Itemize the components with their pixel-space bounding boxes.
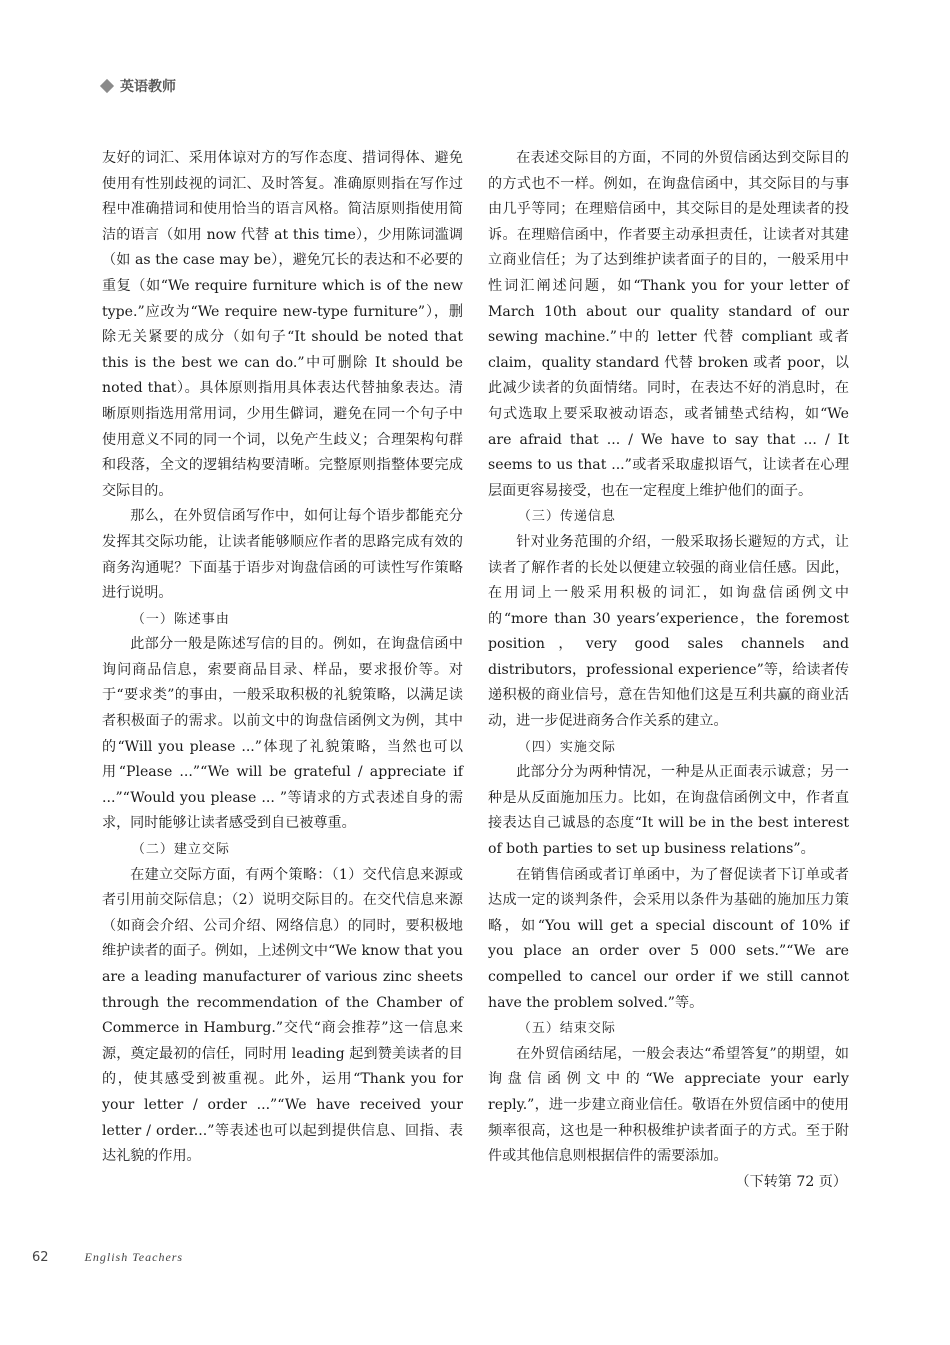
paragraph: 在销售信函或者订单函中，为了督促读者下订单或者达成一定的谈判条件，会采用以条件为基础的施加压力策略，如“You will get a special discount of 10% if you place an order over 5 000 sets.”“We are compelled to cancel our order if we still cannot have the problem solved.”等。 <box>488 866 849 1011</box>
paragraph: 在建立交际方面，有两个策略：（1）交代信息来源或者引用前交际信息；（2）说明交际目的。在交代信息来源（如商会介绍、公司介绍、网络信息）的同时，要积极地维护读者的面子。例如，上述例文中“We know that you are a leading manufacturer of various zinc sheets through the recommendation of the Chamber of Commerce in Hamburg.”交代“商会推荐”这一信息来源，奠定最初的信任，同时用 leading 起到赞美读者的目的，使其感受到被重视。此外，运用“Thank you for your letter / order ...”“We have received your letter / order...”等表述也可以起到提供信息、回指、表达礼貌的作用。 <box>102 866 463 1165</box>
paragraph: 友好的词汇、采用体谅对方的写作态度、措词得体、避免使用有性别歧视的词汇、及时答复。准确原则指在写作过程中准确措词和使用恰当的语言风格。简洁原则指使用简洁的语言（如用 now 代替 at this time），少用陈词滥调（如 as the case may be），避免冗长的表达和不必要的重复（如“We require furniture which is of the new type.”应改为“We require new-type furniture”），删除无关紧要的成分（如句子“It should be noted that this is the best we can do.”中可删除 It should be noted that）。具体原则指用具体表达代替抽象表达。清晰原则指选用常用词，少用生僻词，避免在同一个句子中使用意义不同的同一个词，以免产生歧义；合理架构句群和段落，全文的逻辑结构要清晰。完整原则指整体要完成交际目的。 <box>102 150 463 499</box>
paragraph: 此部分分为两种情况，一种是从正面表示诚意；另一种是从反面施加压力。比如，在询盘信函例文中，作者直接表达自己诚恳的态度“It will be in the best interest of both parties to set up business relations”。 <box>488 764 849 858</box>
journal-title: 英语教师 <box>120 79 176 95</box>
section-heading: （三）传递信息 <box>517 509 616 525</box>
section-heading: （一）陈述事由 <box>131 611 230 627</box>
journal-english-name: English Teachers <box>84 1250 184 1264</box>
right-column <box>488 146 849 1195</box>
diamond-icon <box>100 79 114 93</box>
page-footer <box>32 1250 183 1265</box>
section-heading: （四）实施交际 <box>517 739 616 755</box>
paragraph: 针对业务范围的介绍，一般采取扬长避短的方式，让读者了解作者的长处以便建立较强的商业信任感。因此，在用词上一般采用积极的词汇，如询盘信函例文中的“more than 30 years’experience，the foremost position，very good sales channels and distributors，professional experience”等，给读者传递积极的商业信号，意在告知他们这是互利共赢的商业活动，进一步促进商务合作关系的建立。 <box>488 533 849 730</box>
paragraph: 在表述交际目的方面，不同的外贸信函达到交际目的的方式也不一样。例如，在询盘信函中，其交际目的与事由几乎等同；在理赔信函中，其交际目的是处理读者的投诉。在理赔信函中，作者要主动承担责任，让读者对其建立商业信任；为了达到维护读者面子的目的，一般采用中性词汇阐述问题，如“Thank you for your letter of March 10th about our quality standard of our sewing machine.”中的 letter 代替 compliant 或者 claim，quality standard 代替 broken 或者 poor，以此减少读者的负面情绪。同时，在表达不好的消息时，在句式选取上要采取被动语态，或者铺垫式结构，如“We are afraid that ... / We have to say that ... / It seems to us that ...”或者采取虚拟语气，让读者在心理层面更容易接受，也在一定程度上维护他们的面子。 <box>488 150 849 499</box>
left-column <box>102 146 463 1170</box>
section-heading: （二）建立交际 <box>131 842 230 858</box>
running-header <box>102 76 176 96</box>
continued-note: （下转第 72 页） <box>735 1173 847 1190</box>
page-number: 62 <box>32 1250 49 1265</box>
section-heading: （五）结束交际 <box>517 1021 616 1037</box>
paragraph: 那么，在外贸信函写作中，如何让每个语步都能充分发挥其交际功能，让读者能够顺应作者的思路完成有效的商务沟通呢？下面基于语步对询盘信函的可读性写作策略进行说明。 <box>102 508 463 602</box>
paragraph: 在外贸信函结尾，一般会表达“希望答复”的期望，如询盘信函例文中的“We appreciate your early reply.”，进一步建立商业信任。敬语在外贸信函中的使用频率很高，这也是一种积极维护读者面子的方式。至于附件或其他信息则根据信件的需要添加。 <box>488 1045 849 1165</box>
paragraph: 此部分一般是陈述写信的目的。例如，在询盘信函中询问商品信息，索要商品目录、样品，要求报价等。对于“要求类”的事由，一般采取积极的礼貌策略，以满足读者积极面子的需求。以前文中的询盘信函例文为例，其中的“Will you please ...”体现了礼貌策略，当然也可以用“Please ...”“We will be grateful / appreciate if ...”“Would you please ... ”等请求的方式表述自身的需求，同时能够让读者感受到自已被尊重。 <box>102 636 463 832</box>
